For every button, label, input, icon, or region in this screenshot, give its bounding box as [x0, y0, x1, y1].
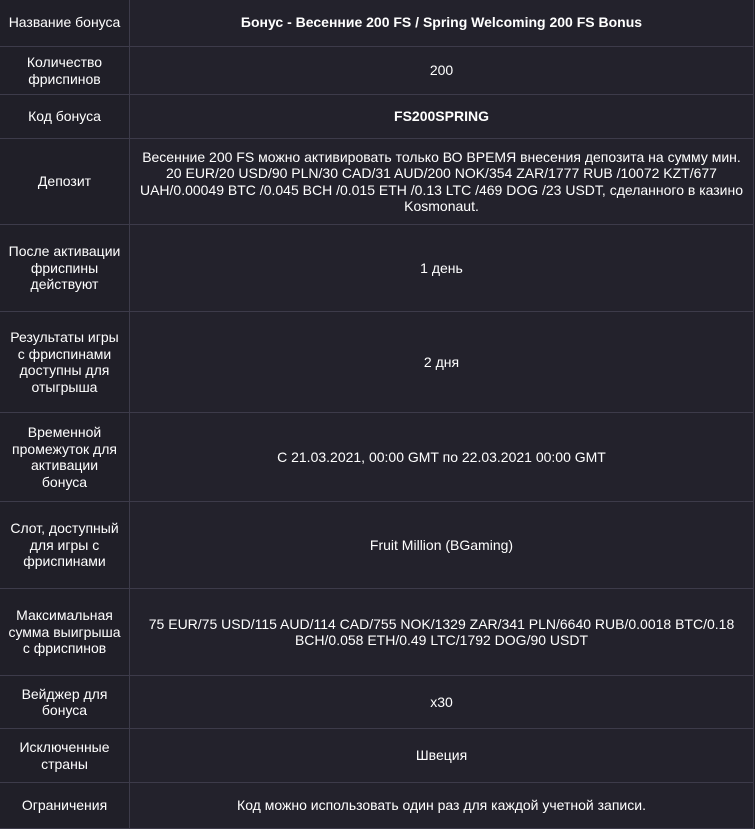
row-label: Название бонуса: [0, 0, 130, 47]
row-label: Количество фриспинов: [0, 47, 130, 95]
row-label: Слот, доступный для игры с фриспинами: [0, 502, 130, 589]
table-row-excluded-countries: [0, 729, 754, 783]
table-row-restrictions: [0, 783, 754, 829]
row-value: 200: [130, 47, 754, 95]
row-label: Исключенные страны: [0, 729, 130, 783]
row-value: Весенние 200 FS можно активировать только ВО ВРЕМЯ внесения депозита на сумму мин. 20 EUR/20 USD/90 PLN/30 CAD/31 AUD/200 NOK/354 ZAR/1777 RUB /10072 KZT/677 UAH/0.00049 BTC /0.045 BCH /0.015 ETH /0.13 LTC /469 DOG /23 USDT, сделанного в казино Kosmonaut.: [130, 139, 754, 225]
row-label: Ограничения: [0, 783, 130, 829]
row-value: С 21.03.2021, 00:00 GMT по 22.03.2021 00:00 GMT: [130, 413, 754, 502]
row-value: x30: [130, 676, 754, 729]
row-label: После активации фриспины действуют: [0, 225, 130, 312]
row-label: Код бонуса: [0, 95, 130, 139]
row-value: 2 дня: [130, 312, 754, 413]
row-value: Швеция: [130, 729, 754, 783]
row-label: Временной промежуток для активации бонуса: [0, 413, 130, 502]
row-label: Максимальная сумма выигрыша с фриспинов: [0, 589, 130, 676]
table-row-bonus-name: [0, 0, 754, 47]
row-value: Бонус - Весенние 200 FS / Spring Welcoming 200 FS Bonus: [130, 0, 754, 47]
table-row-slot: [0, 502, 754, 589]
row-value: 1 день: [130, 225, 754, 312]
table-row-max-win: [0, 589, 754, 676]
table-row-freespins-validity: [0, 225, 754, 312]
table-row-activation-period: [0, 413, 754, 502]
row-value: 75 EUR/75 USD/115 AUD/114 CAD/755 NOK/1329 ZAR/341 PLN/6640 RUB/0.0018 BTC/0.18 BCH/0.058 ETH/0.49 LTC/1792 DOG/90 USDT: [130, 589, 754, 676]
table-row-freespins-count: [0, 47, 754, 95]
row-label: Вейджер для бонуса: [0, 676, 130, 729]
row-value: Код можно использовать один раз для каждой учетной записи.: [130, 783, 754, 829]
row-label: Депозит: [0, 139, 130, 225]
row-value: Fruit Million (BGaming): [130, 502, 754, 589]
bonus-code-value: FS200SPRING: [130, 95, 754, 139]
table-row-wager: [0, 676, 754, 729]
row-label: Результаты игры с фриспинами доступны для отыгрыша: [0, 312, 130, 413]
table-row-bonus-code: [0, 95, 754, 139]
table-row-winnings-availability: [0, 312, 754, 413]
table-row-deposit: [0, 139, 754, 225]
